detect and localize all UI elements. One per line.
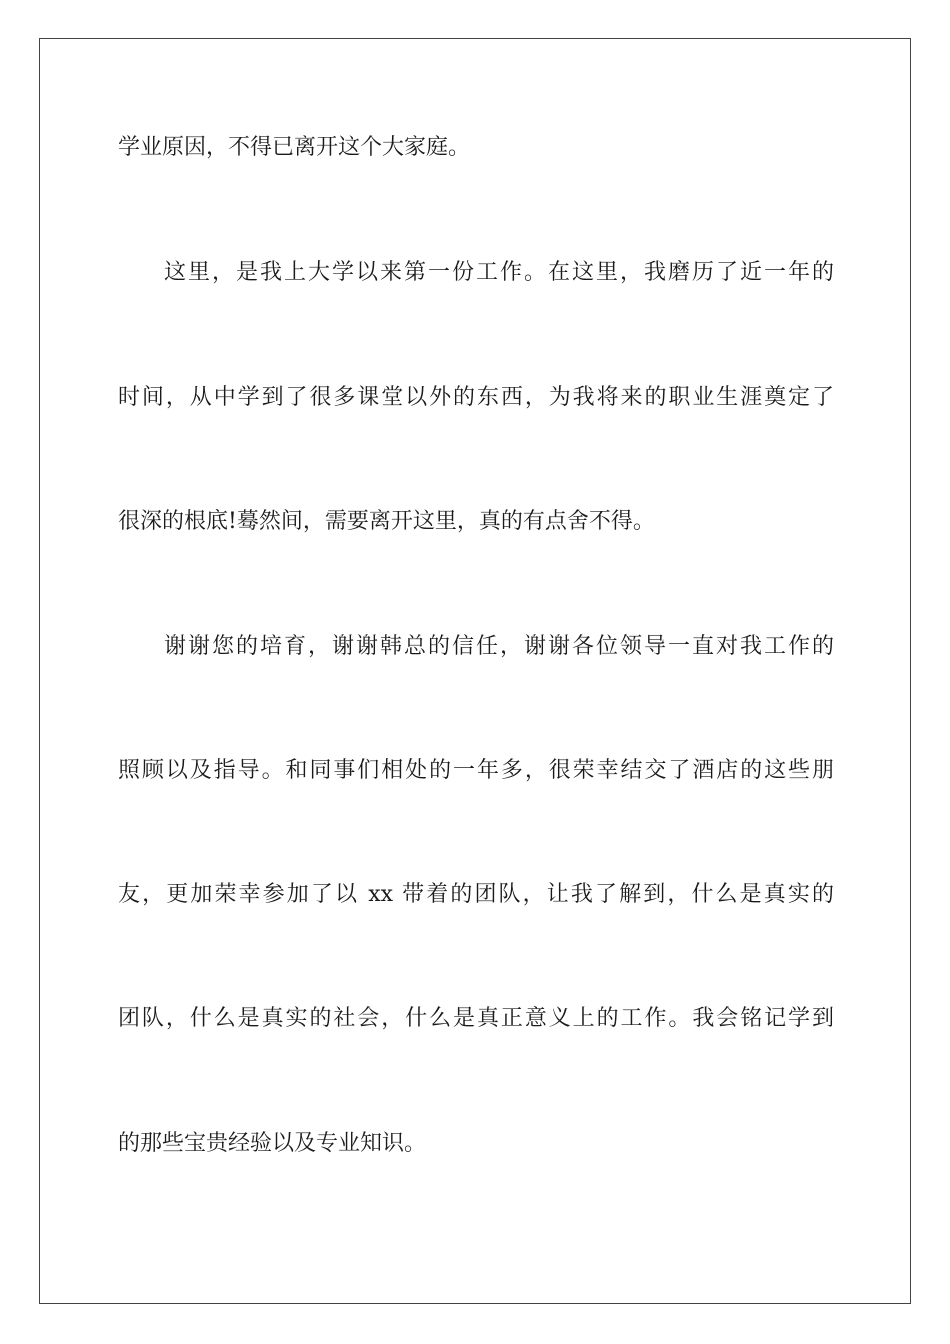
paragraph-3-line-1: 谢谢您的培育，谢谢韩总的信任，谢谢各位领导一直对我工作的 — [164, 634, 834, 659]
paragraph-2-line-2: 时间，从中学到了很多课堂以外的东西，为我将来的职业生涯奠定了 — [118, 385, 834, 410]
text-line-1: 学业原因，不得已离开这个大家庭。 — [118, 135, 471, 160]
paragraph-3-line-3: 友，更加荣幸参加了以 xx 带着的团队，让我了解到，什么是真实的 — [118, 882, 834, 907]
paragraph-2-line-3: 很深的根底!蓦然间，需要离开这里，真的有点舍不得。 — [118, 509, 655, 534]
paragraph-3-line-2: 照顾以及指导。和同事们相处的一年多，很荣幸结交了酒店的这些朋 — [118, 758, 834, 783]
paragraph-3-line-5: 的那些宝贵经验以及专业知识。 — [118, 1131, 427, 1156]
page-border — [39, 38, 911, 1304]
paragraph-3-line-4: 团队，什么是真实的社会，什么是真正意义上的工作。我会铭记学到 — [118, 1006, 834, 1031]
paragraph-2-line-1: 这里，是我上大学以来第一份工作。在这里，我磨历了近一年的 — [164, 260, 834, 285]
